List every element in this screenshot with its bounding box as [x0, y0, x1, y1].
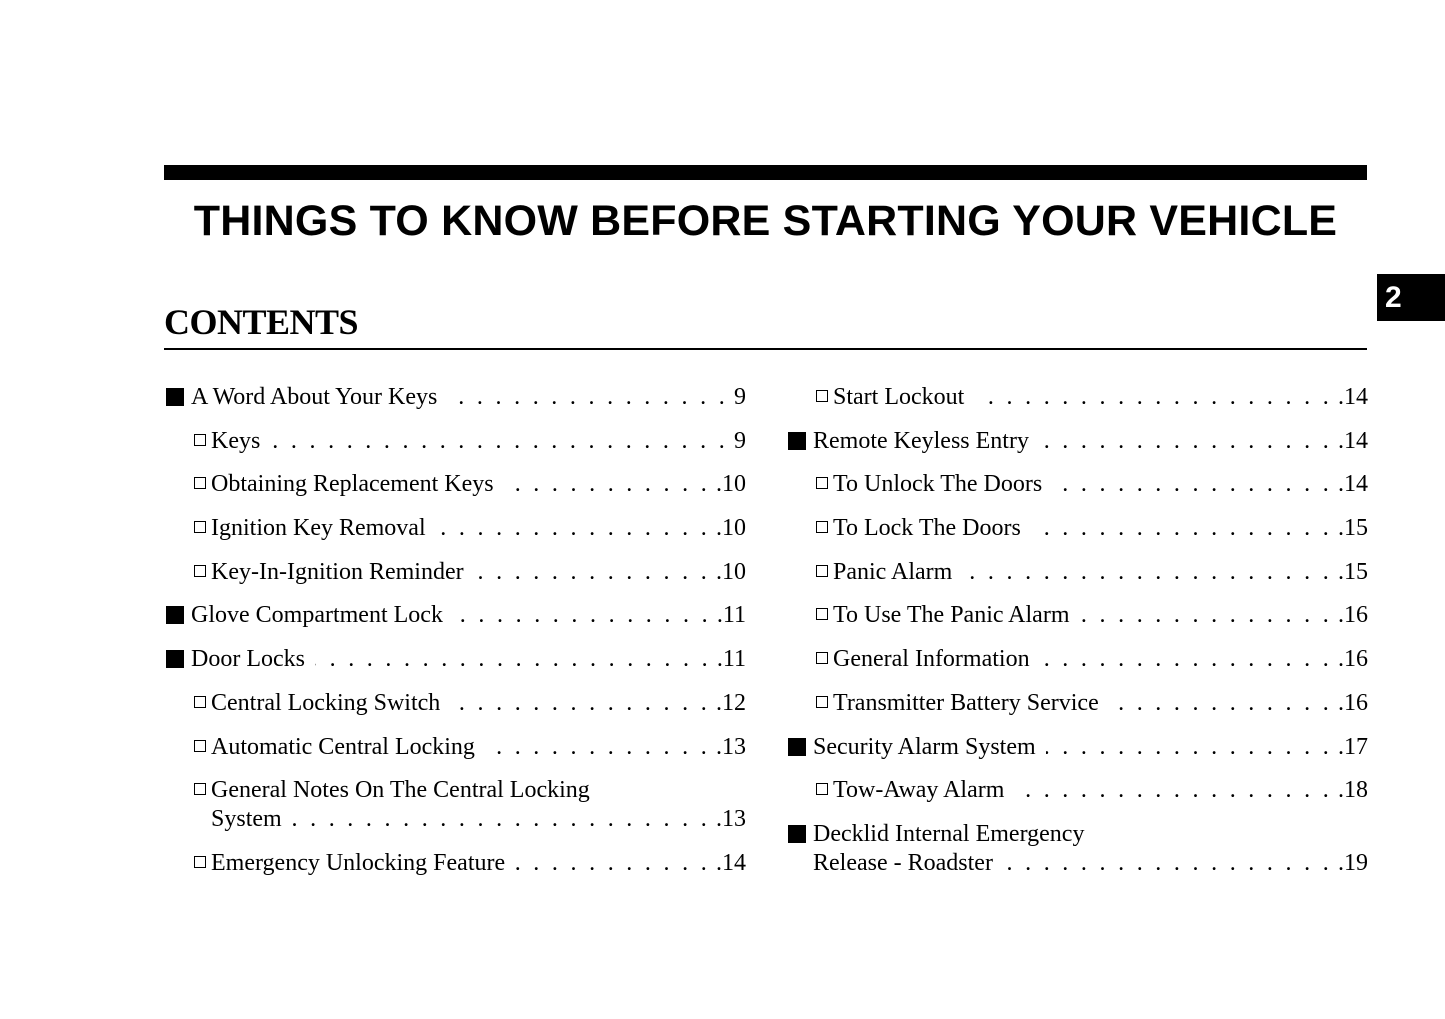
- toc-entry-line: [813, 848, 1368, 878]
- dot-leader: [974, 382, 1332, 412]
- filled-square-bullet-icon: [788, 738, 806, 756]
- toc-entry[interactable]: [786, 726, 1368, 770]
- toc-entry-line: [833, 513, 1368, 543]
- toc-entry-title-cont: System: [211, 806, 282, 833]
- toc-entry-line: [211, 513, 746, 543]
- toc-entry-page: .12: [716, 689, 746, 716]
- toc-entry[interactable]: [786, 376, 1368, 420]
- dot-leader: [453, 600, 711, 630]
- toc-entry-line: [813, 819, 1368, 849]
- toc-entry-line: [191, 600, 746, 630]
- dot-leader: [962, 557, 1332, 587]
- toc-entry-line: [211, 732, 746, 762]
- toc-entry-page: .11: [716, 602, 746, 629]
- toc-entry-title: Tow-Away Alarm: [833, 777, 1005, 804]
- toc-entry[interactable]: [786, 594, 1368, 638]
- toc-entry-page: .17: [1338, 733, 1368, 760]
- dot-leader: [1039, 426, 1332, 456]
- dot-leader: [270, 426, 728, 456]
- toc-entry[interactable]: [164, 594, 746, 638]
- hollow-square-bullet-icon: [816, 521, 828, 533]
- toc-entry-title: Transmitter Battery Service: [833, 689, 1099, 716]
- toc-entry-page: .13: [716, 806, 746, 833]
- toc-entry-page: .10: [716, 471, 746, 498]
- toc-entry-page: .14: [716, 850, 746, 877]
- filled-square-bullet-icon: [166, 650, 184, 668]
- hollow-square-bullet-icon: [194, 521, 206, 533]
- hollow-square-bullet-icon: [816, 390, 828, 402]
- toc-right-column: [786, 376, 1368, 886]
- contents-heading: CONTENTS: [164, 302, 359, 342]
- hollow-square-bullet-icon: [816, 608, 828, 620]
- toc-entry-page: .16: [1338, 602, 1368, 629]
- hollow-square-bullet-icon: [194, 783, 206, 795]
- toc-entry-line: [211, 469, 746, 499]
- toc-entry-page: .19: [1338, 849, 1368, 876]
- toc-entry-title: To Lock The Doors: [833, 515, 1021, 542]
- toc-entry-title: Remote Keyless Entry: [813, 427, 1029, 454]
- dot-leader: [292, 804, 710, 834]
- toc-entry-page: .16: [1338, 646, 1368, 673]
- toc-entry[interactable]: [164, 463, 746, 507]
- dot-leader: [474, 557, 710, 587]
- toc-entry-line: [191, 382, 746, 412]
- chapter-top-rule: [164, 165, 1367, 180]
- toc-entry-line: [211, 775, 746, 805]
- toc-entry-line: [813, 426, 1368, 456]
- toc-left-column: [164, 376, 746, 886]
- toc-entry[interactable]: [786, 638, 1368, 682]
- toc-entry-page: .18: [1338, 777, 1368, 804]
- hollow-square-bullet-icon: [816, 565, 828, 577]
- toc-entry-line: [833, 469, 1368, 499]
- toc-entry-title: Automatic Central Locking: [211, 733, 475, 760]
- dot-leader: [504, 469, 710, 499]
- toc-entry-title: Door Locks: [191, 646, 305, 673]
- hollow-square-bullet-icon: [194, 740, 206, 752]
- dot-leader: [1109, 688, 1332, 718]
- toc-entry-line: [833, 557, 1368, 587]
- dot-leader: [1003, 848, 1332, 878]
- toc-entry-line: [833, 775, 1368, 805]
- contents-rule: [164, 348, 1367, 350]
- toc-entry[interactable]: [164, 638, 746, 682]
- toc-entry-title: Emergency Unlocking Feature: [211, 850, 506, 877]
- toc-entry-page: .10: [716, 558, 746, 585]
- filled-square-bullet-icon: [166, 388, 184, 406]
- toc-entry-line: [211, 848, 746, 878]
- dot-leader: [485, 732, 710, 762]
- toc-entry[interactable]: [786, 769, 1368, 813]
- toc-entry-line: [833, 382, 1368, 412]
- filled-square-bullet-icon: [166, 606, 184, 624]
- toc-entry[interactable]: [164, 507, 746, 551]
- hollow-square-bullet-icon: [194, 856, 206, 868]
- toc-entry-title: Ignition Key Removal: [211, 515, 426, 542]
- toc-entry-page: 9: [734, 384, 746, 410]
- toc-entry-title: To Unlock The Doors: [833, 471, 1043, 498]
- filled-square-bullet-icon: [788, 432, 806, 450]
- dot-leader: [1040, 644, 1332, 674]
- toc-entry[interactable]: [786, 507, 1368, 551]
- toc-entry-title: Glove Compartment Lock: [191, 602, 443, 629]
- toc-entry-title: Obtaining Replacement Keys: [211, 471, 494, 498]
- dot-leader: [1046, 732, 1332, 762]
- toc-entry[interactable]: [164, 376, 746, 420]
- toc-entry-page: .10: [716, 515, 746, 542]
- toc-entry-line: [813, 732, 1368, 762]
- toc-entry-line: [211, 804, 746, 834]
- toc-entry[interactable]: [786, 551, 1368, 595]
- toc-entry-line: [833, 600, 1368, 630]
- toc-entry-title: Start Lockout: [833, 384, 965, 410]
- hollow-square-bullet-icon: [194, 477, 206, 489]
- toc-entry-page: 9: [734, 427, 746, 454]
- toc-entry-page: .14: [1338, 427, 1368, 454]
- hollow-square-bullet-icon: [816, 477, 828, 489]
- hollow-square-bullet-icon: [816, 696, 828, 708]
- toc-entry-page: .11: [716, 646, 746, 673]
- toc-entry-line: [833, 688, 1368, 718]
- toc-entry[interactable]: [164, 769, 746, 842]
- dot-leader: [450, 688, 710, 718]
- hollow-square-bullet-icon: [816, 783, 828, 795]
- dot-leader: [1014, 775, 1332, 805]
- chapter-title: THINGS TO KNOW BEFORE STARTING YOUR VEHICLE: [193, 197, 1338, 245]
- hollow-square-bullet-icon: [194, 565, 206, 577]
- toc-entry-title-cont: Release - Roadster: [813, 849, 993, 876]
- toc-entry-page: .13: [716, 733, 746, 760]
- toc-entry[interactable]: [786, 463, 1368, 507]
- toc-entry-line: [211, 426, 746, 456]
- toc-entry-page: .15: [1338, 558, 1368, 585]
- toc-entry-title: General Notes On The Central Locking: [211, 777, 590, 804]
- toc-entry[interactable]: [164, 551, 746, 595]
- dot-leader: [515, 848, 710, 878]
- hollow-square-bullet-icon: [194, 434, 206, 446]
- toc-entry-page: .16: [1338, 689, 1368, 716]
- dot-leader: [447, 382, 728, 412]
- toc-entry[interactable]: [164, 726, 746, 770]
- toc-entry-title: Panic Alarm: [833, 558, 953, 585]
- hollow-square-bullet-icon: [194, 696, 206, 708]
- toc-entry-line: [211, 557, 746, 587]
- toc-entry-page: .14: [1338, 384, 1368, 410]
- toc-entry-title: To Use The Panic Alarm: [833, 602, 1070, 629]
- dot-leader: [315, 644, 711, 674]
- toc-entry[interactable]: [164, 842, 746, 886]
- filled-square-bullet-icon: [788, 825, 806, 843]
- toc-entry-title: A Word About Your Keys: [191, 384, 438, 410]
- toc-entry-line: [211, 688, 746, 718]
- dot-leader: [1080, 600, 1333, 630]
- chapter-tab: 2: [1377, 274, 1445, 321]
- toc-entry-title: General Information: [833, 646, 1030, 673]
- toc-entry-page: .14: [1338, 471, 1368, 498]
- hollow-square-bullet-icon: [816, 652, 828, 664]
- toc-entry[interactable]: [786, 682, 1368, 726]
- dot-leader: [1031, 513, 1332, 543]
- toc-entry[interactable]: [164, 420, 746, 464]
- toc-entry-line: [833, 644, 1368, 674]
- dot-leader: [1052, 469, 1332, 499]
- toc-entry-title: Decklid Internal Emergency: [813, 820, 1085, 847]
- toc-entry-page: .15: [1338, 515, 1368, 542]
- toc-entry-title: Security Alarm System: [813, 733, 1036, 760]
- dot-leader: [436, 513, 710, 543]
- toc-entry[interactable]: [164, 682, 746, 726]
- toc-entry-line: [191, 644, 746, 674]
- toc-entry-title: Keys: [211, 427, 261, 454]
- toc-entry[interactable]: [786, 420, 1368, 464]
- toc-entry[interactable]: [786, 813, 1368, 886]
- toc-entry-title: Central Locking Switch: [211, 689, 441, 716]
- toc-entry-title: Key-In-Ignition Reminder: [211, 558, 464, 585]
